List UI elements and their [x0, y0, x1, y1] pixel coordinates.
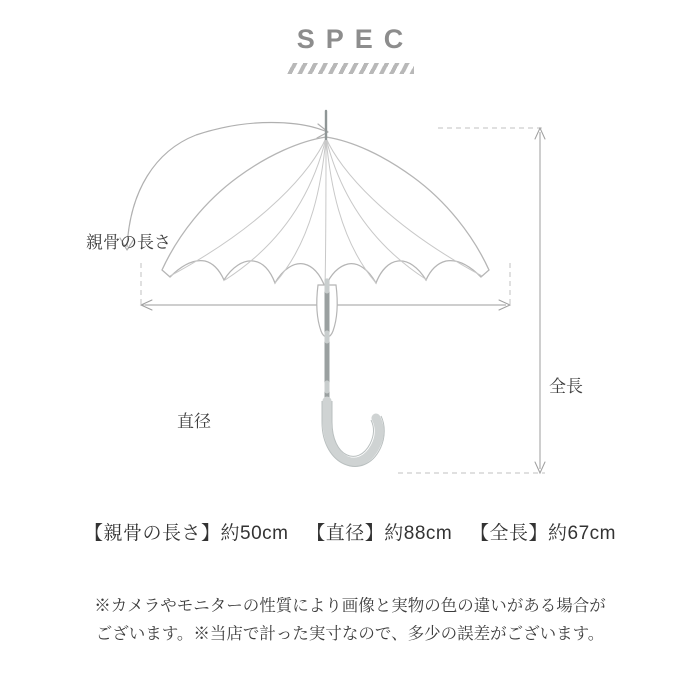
label-diameter: 直径 [177, 412, 211, 431]
disclaimer-line-2: ございます。※当店で計った実寸なので、多少の誤差がございます。 [95, 625, 605, 644]
disclaimer-note [0, 592, 700, 649]
measure-total: 【全長】約67cm [470, 523, 616, 544]
measure-diameter: 【直径】約88cm [306, 523, 453, 544]
label-total-length: 全長 [549, 377, 583, 396]
label-rib-length: 親骨の長さ [86, 233, 171, 252]
title-underline-hatch [287, 63, 414, 74]
umbrella-handle [327, 401, 379, 462]
disclaimer-line-1: ※カメラやモニターの性質により画像と実物の色の違いがある場合が [94, 597, 606, 615]
total-length-arrow [535, 128, 545, 473]
umbrella-illustration [0, 95, 700, 495]
page-title: SPEC [296, 24, 415, 54]
measure-rib: 【親骨の長さ】約50cm [84, 523, 289, 544]
measurement-summary [0, 518, 700, 545]
umbrella-spec-diagram [0, 95, 700, 495]
